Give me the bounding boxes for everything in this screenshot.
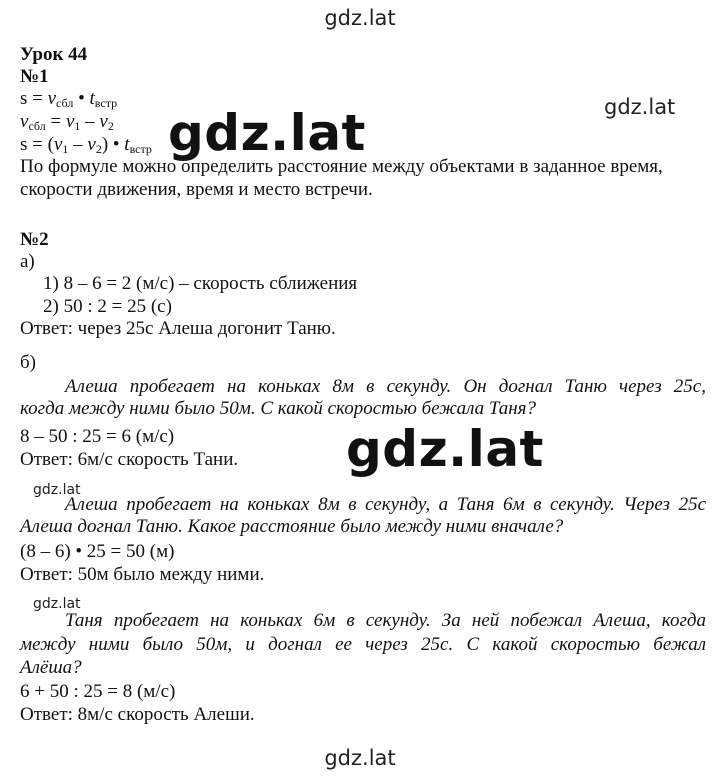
part-a-step2: 2) 50 : 2 = 25 (с) (43, 296, 172, 317)
watermark-right: gdz.lat (604, 95, 676, 119)
problem-b2-answer: Ответ: 50м было между ними. (20, 564, 265, 585)
formula-distance: $s = v_{сбл}$ • $t_{встр}$ (20, 88, 118, 110)
part-a-step1: 1) 8 – 6 = 2 (м/с) – скорость сближения (43, 273, 358, 294)
watermark-large-2: gdz.lat (346, 420, 544, 478)
lesson-title: Урок 44 (20, 44, 88, 65)
watermark-small-1: gdz.lat (33, 482, 81, 498)
task2-title: №2 (20, 229, 49, 250)
task1-text-line1: По формуле можно определить расстояние между объектами в заданное время, (20, 156, 663, 177)
task1-text-line2: скорости движения, время и место встречи. (20, 179, 373, 200)
problem-b3-line1: Таня пробегает на коньках 6м в секунду. За ней побежал Алеша, когда (65, 610, 706, 631)
problem-b3-calc: 6 + 50 : 25 = 8 (м/с) (20, 681, 176, 702)
problem-b1-answer: Ответ: 6м/с скорость Тани. (20, 449, 239, 470)
part-a-label: а) (20, 251, 35, 272)
formula-approach-speed: $v_{сбл} = v_1 - v_2$ (20, 111, 114, 133)
watermark-small-2: gdz.lat (33, 596, 81, 612)
problem-b1-line1: Алеша пробегает на коньках 8м в секунду. Он догнал Таню через 25с, (65, 376, 706, 397)
problem-b2-line2: Алеша догнал Таню. Какое расстояние было между ними вначале? (20, 516, 564, 537)
task1-title: №1 (20, 66, 49, 87)
formula-distance-expanded: $s = (v_1 - v_2)$ • $t_{встр}$ (20, 134, 152, 156)
watermark-top: gdz.lat (324, 6, 396, 30)
problem-b3-line3: Алёша? (20, 657, 82, 678)
part-a-answer: Ответ: через 25с Алеша догонит Таню. (20, 318, 336, 339)
part-b-label: б) (20, 352, 36, 373)
problem-b1-line2: когда между ними было 50м. С какой скоростью бежала Таня? (20, 398, 536, 419)
problem-b2-calc: (8 – 6) • 25 = 50 (м) (20, 541, 175, 562)
watermark-large-1: gdz.lat (168, 104, 366, 162)
problem-b2-line1: Алеша пробегает на коньках 8м в секунду, а Таня 6м в секунду. Через 25с (65, 494, 706, 515)
problem-b1-calc: 8 – 50 : 25 = 6 (м/с) (20, 426, 175, 447)
watermark-bottom: gdz.lat (324, 746, 396, 770)
problem-b3-line2: между ними было 50м, и догнал ее через 25с. С какой скоростью бежал (20, 634, 706, 655)
problem-b3-answer: Ответ: 8м/с скорость Алеши. (20, 704, 255, 725)
